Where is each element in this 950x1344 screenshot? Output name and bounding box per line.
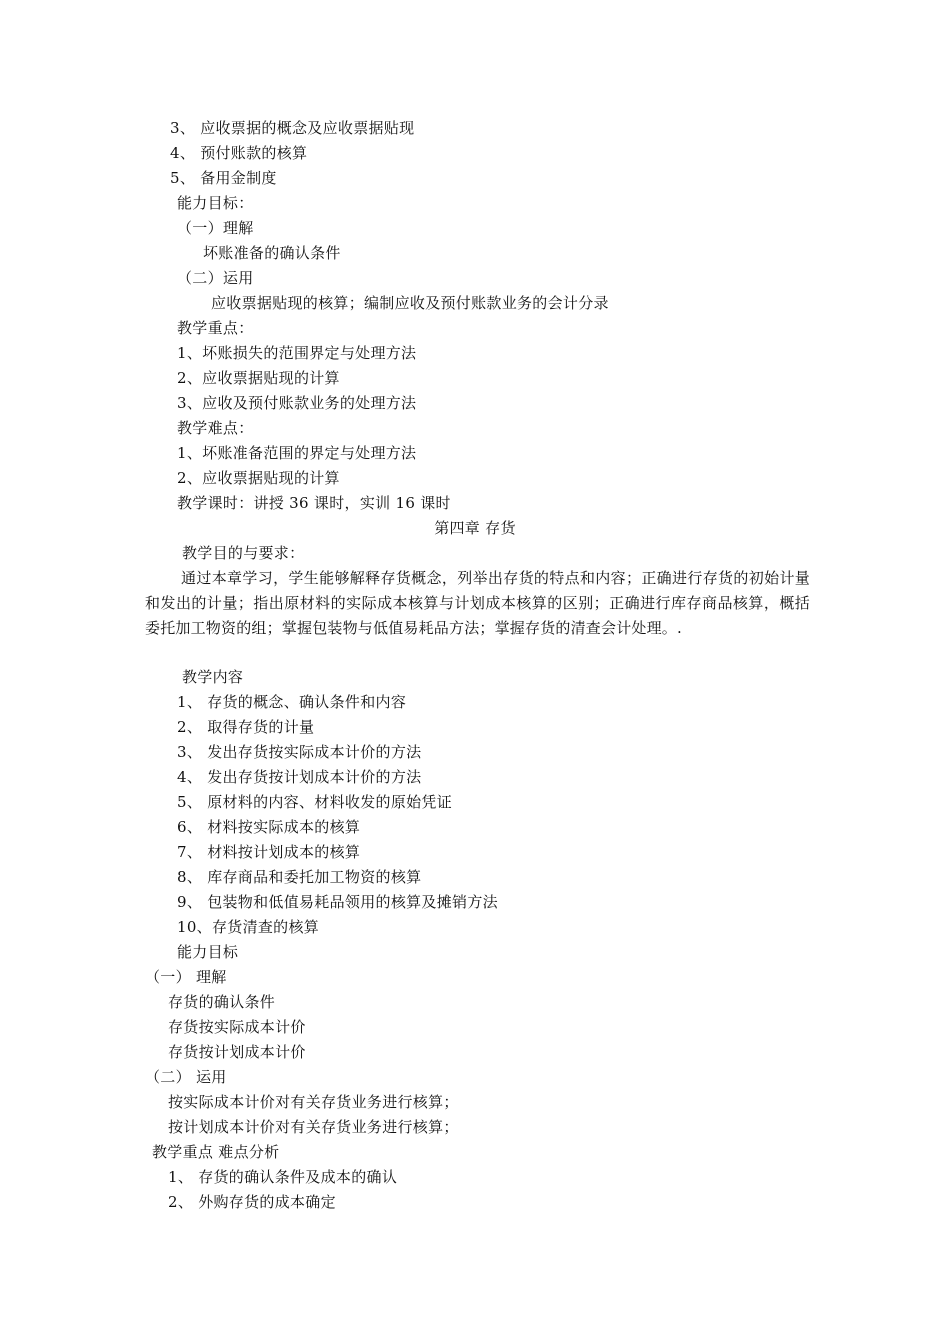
understand-item-2: 存货按实际成本计价 (168, 1018, 306, 1036)
apply-item-2: 按计划成本计价对有关存货业务进行核算； (168, 1118, 459, 1136)
ability-apply-heading: （二）运用 (177, 269, 254, 287)
chapter-apply-heading: （二） 运用 (145, 1068, 227, 1086)
objectives-paragraph: 通过本章学习，学生能够解释存货概念，列举出存货的特点和内容；正确进行存货的初始计量和发出的计量；指出原材料的实际成本核算与计划成本核算的区别；正确进行库存商品核算，概括委托加工物资的组；掌握包装物与低值易耗品方法；掌握存货的清查会计处理。. (145, 569, 810, 637)
ability-apply-text: 应收票据贴现的核算；编制应收及预付账款业务的会计分录 (211, 294, 609, 312)
teaching-hours: 教学课时：讲授 36 课时，实训 16 课时 (177, 494, 451, 512)
key-difficult-analysis-heading: 教学重点 难点分析 (152, 1143, 280, 1161)
analysis-item-1: 1、 存货的确认条件及成本的确认 (168, 1168, 398, 1186)
content-item-5: 5、 备用金制度 (170, 169, 277, 187)
chapter-content-item-7: 7、 材料按计划成本的核算 (177, 843, 361, 861)
understand-item-3: 存货按计划成本计价 (168, 1043, 306, 1061)
apply-item-1: 按实际成本计价对有关存货业务进行核算； (168, 1093, 459, 1111)
key-points-heading: 教学重点： (177, 319, 254, 337)
chapter-content-item-3: 3、 发出存货按实际成本计价的方法 (177, 743, 422, 761)
difficult-point-1: 1、坏账准备范围的界定与处理方法 (177, 444, 417, 462)
key-point-2: 2、应收票据贴现的计算 (177, 369, 340, 387)
chapter-title: 第四章 存货 (434, 519, 516, 537)
difficult-points-heading: 教学难点： (177, 419, 254, 437)
chapter-ability-heading: 能力目标 (177, 943, 239, 961)
chapter-understand-heading: （一） 理解 (145, 968, 227, 986)
understand-item-1: 存货的确认条件 (168, 993, 276, 1011)
chapter-content-item-4: 4、 发出存货按计划成本计价的方法 (177, 768, 422, 786)
objectives-heading: 教学目的与要求： (182, 544, 305, 562)
teaching-content-heading: 教学内容 (182, 668, 244, 686)
ability-understand-text: 坏账准备的确认条件 (203, 244, 341, 262)
chapter-content-item-9: 9、 包装物和低值易耗品领用的核算及摊销方法 (177, 893, 498, 911)
analysis-item-2: 2、 外购存货的成本确定 (168, 1193, 336, 1211)
key-point-3: 3、应收及预付账款业务的处理方法 (177, 394, 417, 412)
chapter-content-item-8: 8、 库存商品和委托加工物资的核算 (177, 868, 422, 886)
content-item-3: 3、 应收票据的概念及应收票据贴现 (170, 119, 415, 137)
chapter-content-item-1: 1、 存货的概念、确认条件和内容 (177, 693, 407, 711)
ability-goals-heading: 能力目标： (177, 194, 254, 212)
chapter-content-item-10: 10、存货清查的核算 (177, 918, 320, 936)
chapter-content-item-6: 6、 材料按实际成本的核算 (177, 818, 361, 836)
chapter-content-item-5: 5、 原材料的内容、材料收发的原始凭证 (177, 793, 453, 811)
ability-understand-heading: （一）理解 (177, 219, 254, 237)
difficult-point-2: 2、应收票据贴现的计算 (177, 469, 340, 487)
content-item-4: 4、 预付账款的核算 (170, 144, 308, 162)
key-point-1: 1、坏账损失的范围界定与处理方法 (177, 344, 417, 362)
chapter-content-item-2: 2、 取得存货的计量 (177, 718, 315, 736)
